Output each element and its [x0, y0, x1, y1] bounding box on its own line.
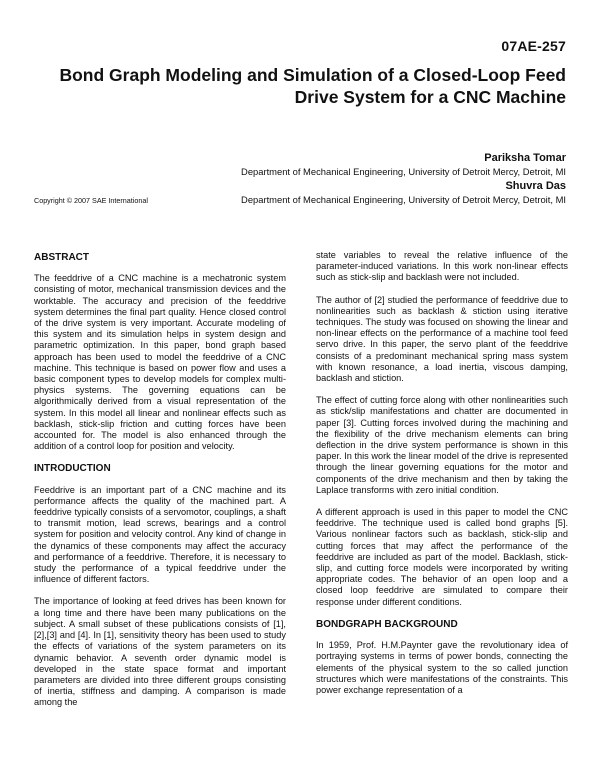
abstract-heading: ABSTRACT	[34, 252, 89, 263]
right-paragraph-1: state variables to reveal the relative influence of the parameter-induced variations. In this work non-linear effects such as stick-slip and backlash were not included.	[316, 250, 568, 283]
right-paragraph-5: In 1959, Prof. H.M.Paynter gave the revolutionary idea of portraying systems in terms of power bonds, connecting the elements of the physical system to the so called junction structures which were manifestations of the constraints. This power exchange representation of a	[316, 640, 568, 695]
author-affiliation-2: Department of Mechanical Engineering, University of Detroit Mercy, Detroit, MI	[241, 194, 566, 205]
introduction-paragraph-1: Feeddrive is an important part of a CNC machine and its performance affects the quality of the machined part. A feeddrive typically consists of a servomotor, couplings, a shaft to transmit motion, lead screws, bearings and a control system for position and velocity control. Any kind of change in the dynamics of these components may affect the accuracy and performance of a feeddrive. Therefore, it is necessary to study the performance of a typical feeddrive under the influence of different factors.	[34, 484, 286, 585]
left-column	[34, 252, 286, 720]
paper-id: 07AE-257	[501, 38, 566, 54]
author-name-second-author: Shuvra Das	[505, 180, 566, 192]
right-paragraph-3: The effect of cutting force along with other nonlinearities such as stick/slip manifestations and chatter are documented in paper [3]. Cutting forces involved during the machining and the flexibility of the drive mechanism elements can bring deflection in the drive system performance is shown in this paper. In this work the linear model of the drive is represented through the linear governing equations for the motor and components of the drive mechanism and then by taking the Laplace transforms with zero initial condition.	[316, 395, 568, 495]
author-name-1: Pariksha Tomar	[484, 152, 566, 164]
right-column	[316, 250, 568, 707]
introduction-heading: INTRODUCTION	[34, 463, 111, 475]
abstract-paragraph: The feeddrive of a CNC machine is a mechatronic system consisting of motor, mechanical transmission devices and the worktable. The accuracy and precision of the feeddrive system determines the final part quality. Hence closed control of the drive system is very important. Accurate modeling of this system and its simulation helps in system design and parametric optimization. In this paper, bond graph based approach has been used to model the feeddrive of a CNC machine. This technique is based on power flow and uses a basic component types to develop models for complex multi-physics systems. The governing equations can be algorithmically derived from a visual representation of the system. In this model all linear and nonlinear effects such as backlash, stick-slip friction and cutting forces have been accounted for. The model is also enhanced through the addition of a control loop for position and velocity.	[34, 273, 286, 452]
introduction-paragraph-2: The importance of looking at feed drives has been known for a long time and there have been many publications on the subject. A small subset of these publications consists of [1],[2],[3] and [4]. In [1], sensitivity theory has been used to study the effects of variations of the system parameters on its dynamic behavior. A seventh order dynamic model is developed in the state space format and important parameters are divided into three different groups consisting of inertia, stiffness and damping. A comparison is made among the	[34, 596, 286, 708]
paper-title: Bond Graph Modeling and Simulation of a Closed-Loop Feed Drive System for a CNC Machine	[59, 65, 566, 107]
bondgraph-heading: BONDGRAPH BACKGROUND	[316, 618, 458, 630]
copyright-notice: Copyright © 2007 SAE International	[34, 196, 148, 205]
right-paragraph-2: The author of [2] studied the performance of feeddrive due to nonlinearities such as backlash & stiction using iterative techniques. The study was focused on showing the linear and non-linear effects on the performance of a machine tool feed servo drive. In this paper, the servo plant of the feeddrive consists of a predominant mechanical spring mass system with known resonance, a load inertia, viscous damping, backlash and stiction.	[316, 294, 568, 384]
right-paragraph-4: A different approach is used in this paper to model the CNC feeddrive. The technique used is called bond graphs [5]. Various nonlinear factors such as backlash, stick-slip and cutting forces that may affect the performance of the feeddrive are included as part of the model. Backlash, stick-slip, and cutting force models were incorporated by writing appropriate codes. The behavior of an open loop and a closed loop feeddrive are simulated to compare their response under different conditions.	[316, 507, 568, 607]
author-affiliation-1: Department of Mechanical Engineering, University of Detroit Mercy, Detroit, MI	[241, 166, 566, 177]
